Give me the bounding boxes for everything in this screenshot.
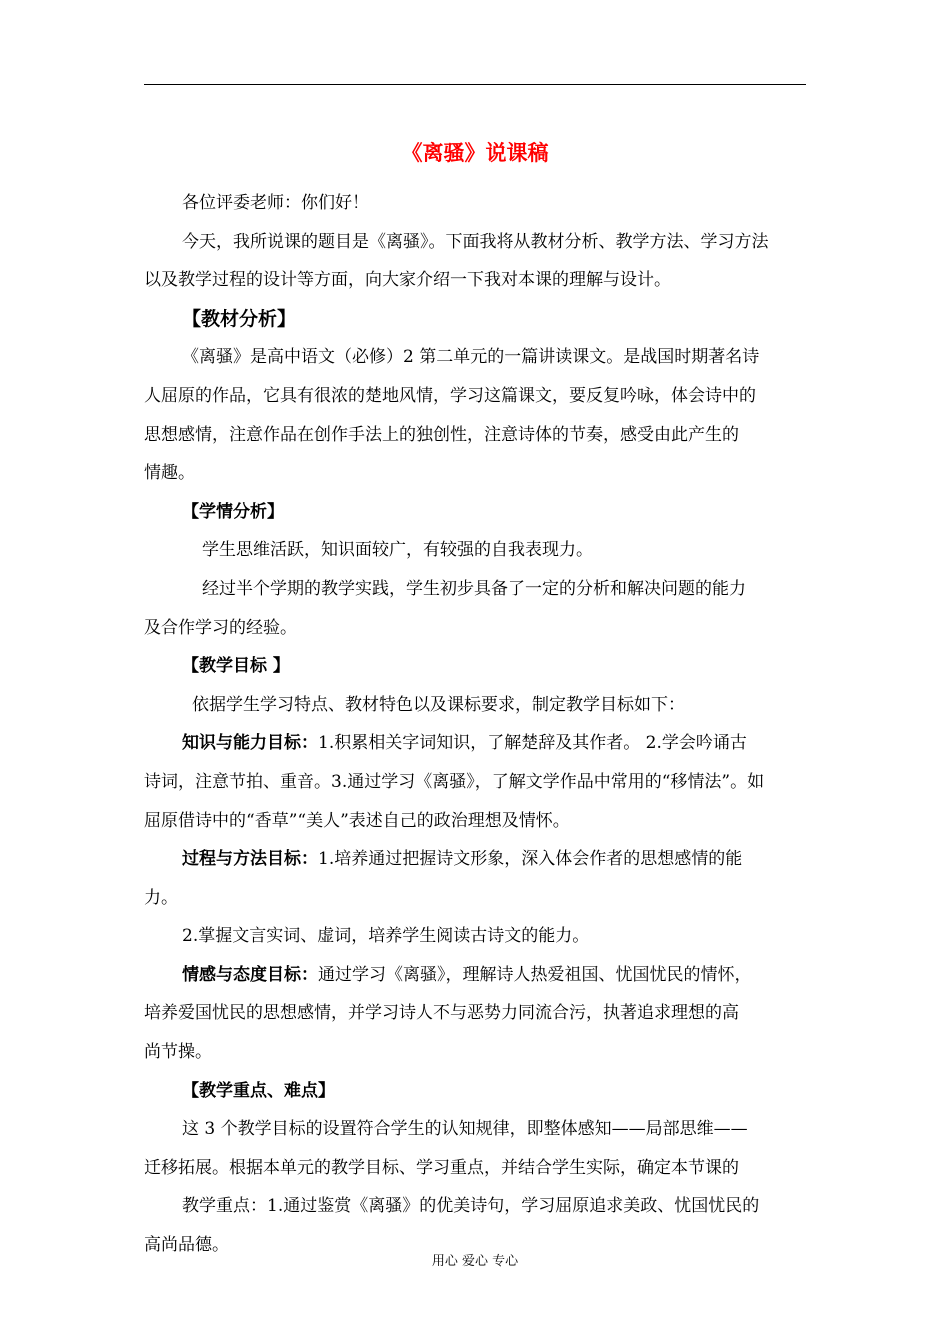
emotion-text-1: 通过学习《离骚》，理解诗人热爱祖国、忧国忧民的情怀， [318,964,752,985]
students-line-3: 及合作学习的经验。 [144,617,297,638]
focus-line-1: 教学重点：1.通过鉴赏《离骚》的优美诗句，学习屈原追求美政、忧国忧民的 [182,1196,760,1217]
students-line-1: 学生思维活跃，知识面较广，有较强的自我表现力。 [202,540,593,561]
goals-intro: 依据学生学习特点、教材特色以及课标要求，制定教学目标如下： [192,694,685,715]
knowledge-line-3: 屈原借诗中的“香草”“美人”表述自己的政治理想及情怀。 [144,810,570,831]
process-line-3: 2.掌握文言实词、虚词，培养学生阅读古诗文的能力。 [182,926,590,947]
focus-line-2: 高尚品德。 [144,1235,229,1256]
emotion-label: 情感与态度目标： [182,964,318,985]
knowledge-text-1: 1.积累相关字词知识，了解楚辞及其作者。 2.学会吟诵古 [318,733,747,754]
emotion-line-2: 培养爱国忧民的思想感情，并学习诗人不与恶势力同流合污，执著追求理想的高 [144,1003,739,1024]
heading-keypoints: 【教学重点、难点】 [182,1080,335,1101]
knowledge-label: 知识与能力目标： [182,733,318,754]
keypoints-line-2: 迁移拓展。根据本单元的教学目标、学习重点，并结合学生实际，确定本节课的 [144,1157,739,1178]
header-rule [144,84,806,85]
material-line-3: 思想感情，注意作品在创作手法上的独创性，注意诗体的节奏，感受由此产生的 [144,424,739,445]
heading-material: 【教材分析】 [182,307,297,330]
emotion-line-1 [144,956,808,995]
keypoints-line-1: 这 3 个教学目标的设置符合学生的认知规律，即整体感知——局部思维—— [182,1119,748,1140]
document-title: 《离骚》说课稿 [401,141,549,165]
process-line-1 [144,840,808,879]
heading-goals: 【教学目标 】 [182,656,290,677]
emotion-line-3: 尚节操。 [144,1042,212,1063]
students-line-2: 经过半个学期的教学实践，学生初步具备了一定的分析和解决问题的能力 [202,578,746,599]
intro-line-2: 以及教学过程的设计等方面，向大家介绍一下我对本课的理解与设计。 [144,270,671,291]
knowledge-line-1 [144,724,808,763]
process-text-1: 1.培养通过把握诗文形象，深入体会作者的思想感情的能 [318,849,743,870]
material-line-2: 人屈原的作品，它具有很浓的楚地风情，学习这篇课文，要反复吟咏，体会诗中的 [144,385,756,406]
process-line-2: 力。 [144,887,178,908]
material-line-1: 《离骚》是高中语文（必修）2 第二单元的一篇讲读课文。是战国时期著名诗 [182,347,760,368]
heading-students: 【学情分析】 [182,501,284,522]
document-body [144,184,808,1265]
intro-line-1: 今天，我所说课的题目是《离骚》。下面我将从教材分析、教学方法、学习方法 [182,231,769,252]
knowledge-line-2: 诗词，注意节拍、重音。3.通过学习《离骚》，了解文学作品中常用的“移情法”。如 [144,771,765,792]
page-footer: 用心 爱心 专心 [431,1254,519,1269]
process-label: 过程与方法目标： [182,849,318,870]
greeting: 各位评委老师：你们好！ [182,193,369,213]
material-line-4: 情趣。 [144,463,195,484]
